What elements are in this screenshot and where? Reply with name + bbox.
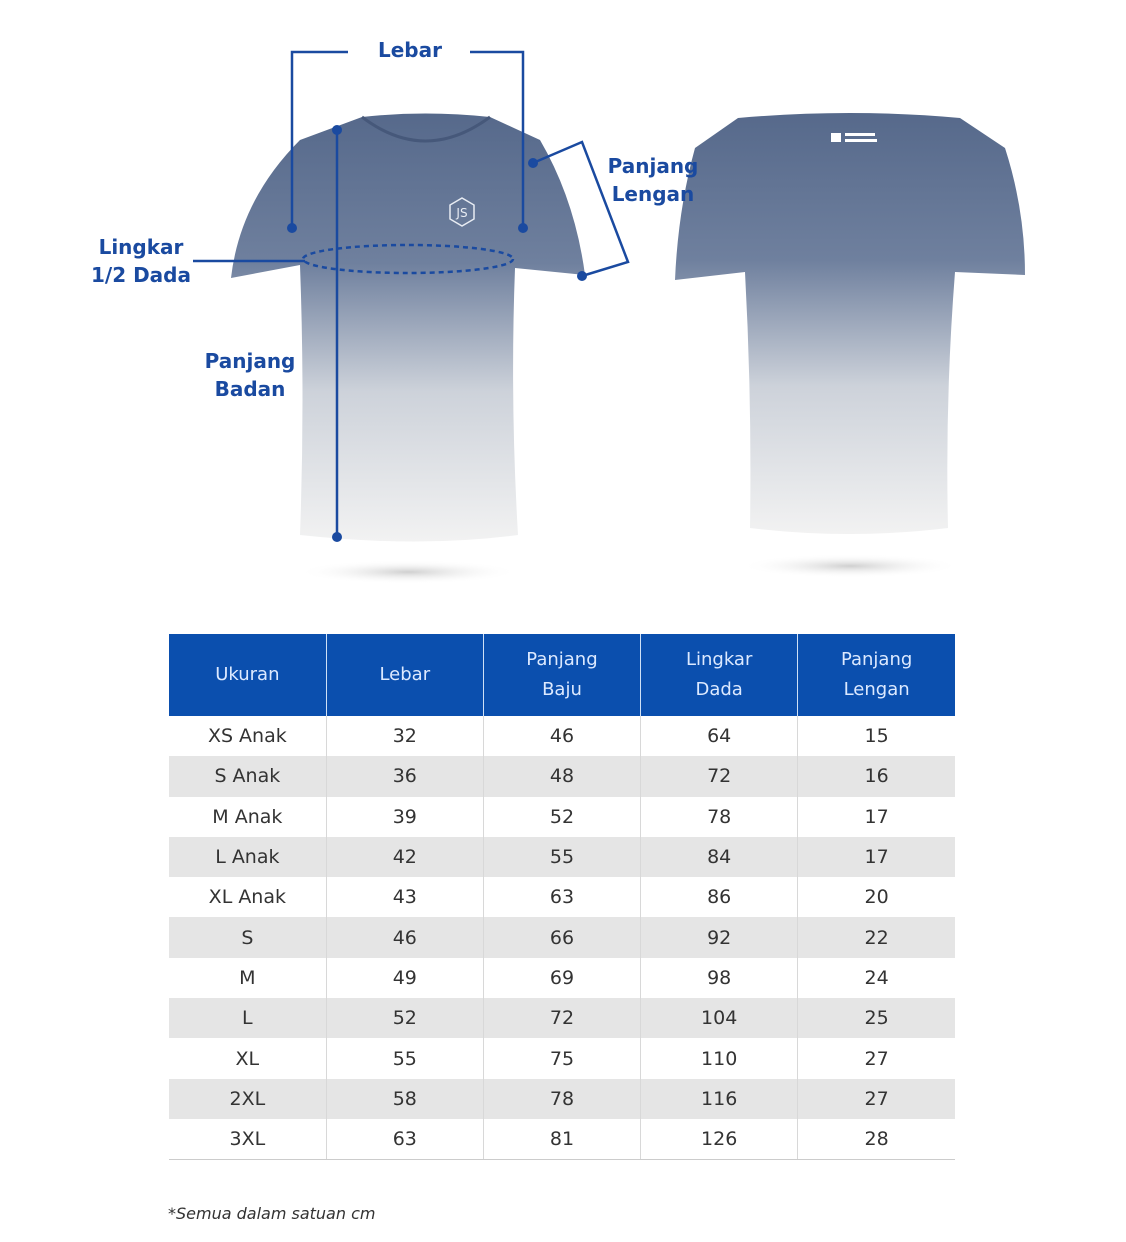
table-cell: 126 xyxy=(641,1119,798,1160)
table-cell: M Anak xyxy=(169,797,326,837)
table-row xyxy=(169,877,955,917)
label-panjang-lengan: Panjang Lengan xyxy=(607,154,699,206)
table-cell: 2XL xyxy=(169,1079,326,1119)
table-cell: 63 xyxy=(326,1119,483,1160)
table-row xyxy=(169,998,955,1038)
table-cell: 25 xyxy=(798,998,955,1038)
table-cell: 52 xyxy=(483,797,640,837)
column-header xyxy=(483,634,640,716)
table-row xyxy=(169,917,955,957)
table-cell: 24 xyxy=(864,966,889,989)
table-cell: 116 xyxy=(641,1079,798,1119)
table-cell: 46 xyxy=(326,917,483,957)
table-cell: 32 xyxy=(326,716,483,756)
table-cell: S xyxy=(169,917,326,957)
table-cell: M xyxy=(169,958,326,998)
table-cell: 20 xyxy=(864,886,889,909)
table-cell: 72 xyxy=(483,998,640,1038)
table-cell: 15 xyxy=(864,725,889,748)
table-cell: 92 xyxy=(641,917,798,957)
table-row xyxy=(169,797,955,837)
shirt-diagram xyxy=(0,0,1126,600)
table-row xyxy=(169,1038,955,1078)
table-cell: 49 xyxy=(326,958,483,998)
column-header xyxy=(641,634,798,716)
table-cell: 43 xyxy=(326,877,483,917)
table-cell: 16 xyxy=(798,756,955,796)
table-cell: 28 xyxy=(798,1119,955,1160)
column-header-text: Dada xyxy=(695,679,743,700)
table-cell: 3XL xyxy=(169,1119,326,1160)
table-row xyxy=(169,716,955,756)
table-cell: 75 xyxy=(483,1038,640,1078)
table-row xyxy=(169,756,955,796)
column-header-text: Panjang xyxy=(526,649,598,670)
table-row xyxy=(169,837,955,877)
table-cell: 27 xyxy=(798,1079,955,1119)
front-shirt xyxy=(231,114,585,542)
table-row xyxy=(169,958,955,998)
front-shadow xyxy=(298,560,518,584)
column-header xyxy=(326,634,483,716)
label-panjang-badan: Panjang Badan xyxy=(204,349,296,401)
table-cell: 69 xyxy=(483,958,640,998)
table-cell: 104 xyxy=(641,998,798,1038)
table-cell: XL xyxy=(169,1038,326,1078)
column-header-text: Lingkar xyxy=(685,649,753,670)
size-table xyxy=(169,634,955,1160)
table-cell: 66 xyxy=(483,917,640,957)
table-cell: 52 xyxy=(326,998,483,1038)
table-row xyxy=(169,1079,955,1119)
table-cell: 81 xyxy=(483,1119,640,1160)
label-lingkar-dada: Lingkar 1/2 Dada xyxy=(90,235,191,287)
back-shadow xyxy=(740,554,960,578)
table-cell: XL Anak xyxy=(169,877,326,917)
column-header-text: Ukuran xyxy=(215,664,280,685)
table-cell: 27 xyxy=(864,1047,889,1070)
table-cell: 78 xyxy=(641,797,798,837)
table-cell: L xyxy=(169,998,326,1038)
table-cell: 98 xyxy=(641,958,798,998)
table-cell: L Anak xyxy=(169,837,326,877)
table-cell: 86 xyxy=(641,877,798,917)
table-cell: 72 xyxy=(641,756,798,796)
table-cell: 58 xyxy=(326,1079,483,1119)
column-header-text: Lengan xyxy=(843,679,910,700)
table-cell: 36 xyxy=(326,756,483,796)
table-cell: XS Anak xyxy=(169,716,326,756)
table-cell: 17 xyxy=(864,805,889,828)
table-row xyxy=(169,1119,955,1160)
table-cell: 46 xyxy=(483,716,640,756)
table-cell: 55 xyxy=(326,1038,483,1078)
table-cell: 17 xyxy=(798,837,955,877)
table-cell: 42 xyxy=(326,837,483,877)
footnote: *Semua dalam satuan cm xyxy=(168,1204,376,1223)
table-cell: 55 xyxy=(483,837,640,877)
column-header-text: Lebar xyxy=(379,664,431,685)
table-cell: 78 xyxy=(483,1079,640,1119)
column-header-text: Panjang xyxy=(840,649,913,670)
svg-text:JS: JS xyxy=(456,206,468,220)
table-cell: 22 xyxy=(798,917,955,957)
column-header xyxy=(169,634,326,716)
table-cell: 84 xyxy=(641,837,798,877)
table-cell: 48 xyxy=(483,756,640,796)
column-header-text: Baju xyxy=(542,679,582,700)
table-cell: 63 xyxy=(483,877,640,917)
label-lebar: Lebar xyxy=(378,38,442,62)
table-cell: 110 xyxy=(641,1038,798,1078)
table-cell: S Anak xyxy=(169,756,326,796)
table-cell: 64 xyxy=(641,716,798,756)
column-header xyxy=(798,634,955,716)
table-cell: 39 xyxy=(326,797,483,837)
back-shirt xyxy=(675,113,1025,534)
